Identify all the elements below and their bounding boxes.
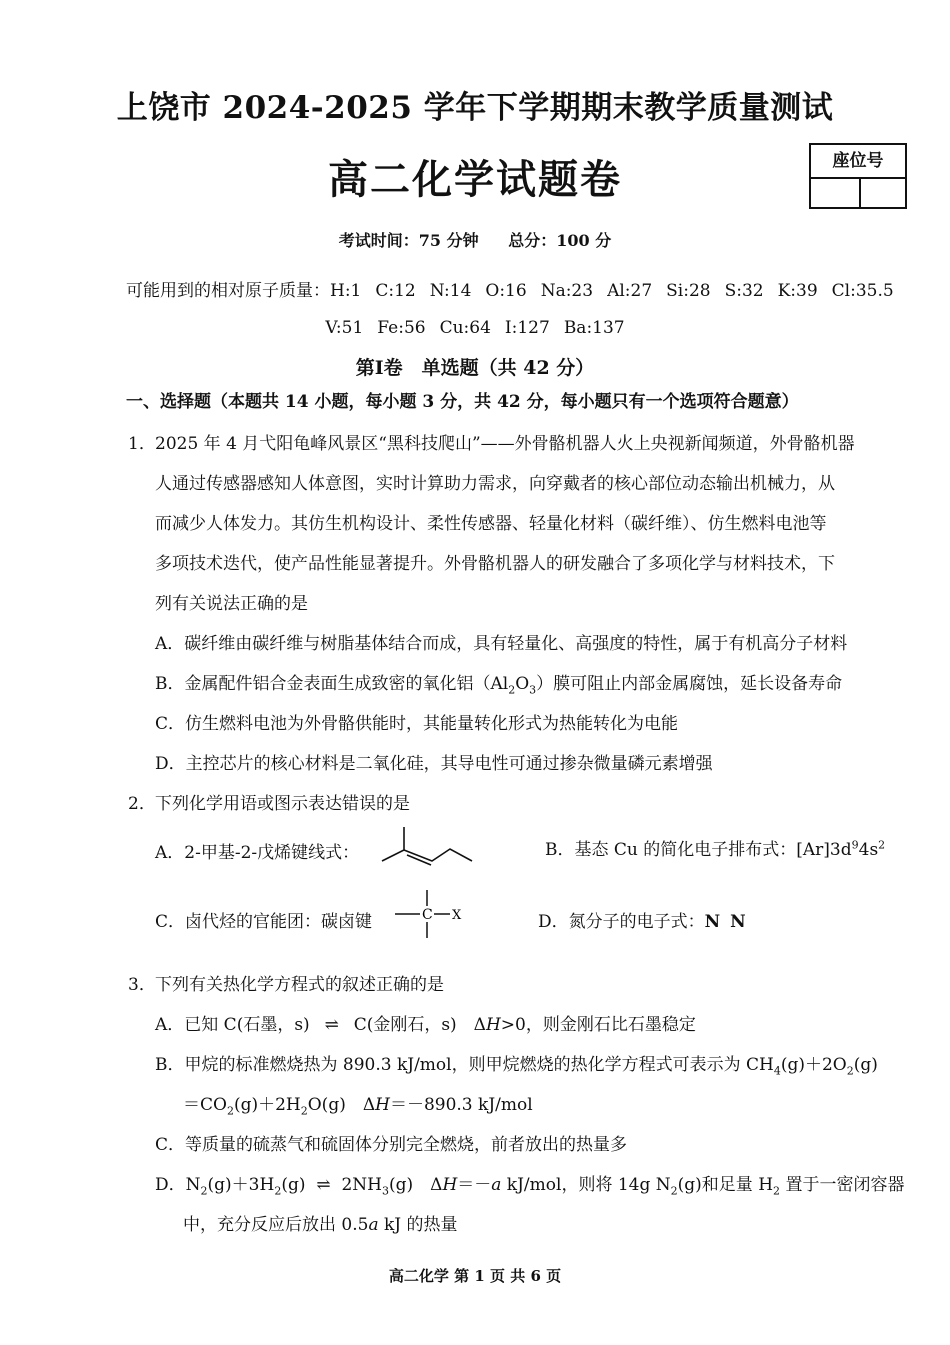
exam-info — [0, 228, 950, 251]
option-c: C．卤代烃的官能团：碳卤键 — [155, 912, 373, 932]
atomic-mass: Fe:56 — [377, 318, 426, 338]
atomic-mass: C:12 — [375, 281, 416, 301]
seat-number-label: 座位号 — [811, 145, 905, 179]
exam-total-score: 总分：100 分 — [508, 231, 612, 250]
nitrogen-electron-formula: N N — [704, 912, 748, 932]
atomic-mass: Al:27 — [607, 281, 653, 301]
option-a: A．已知 C(石墨，s) ⇌ C(金刚石，s) ΔH>0，则金刚石比石墨稳定 — [155, 1015, 696, 1035]
equilibrium-arrow-icon: ⇌ — [324, 1015, 339, 1035]
option-a: A．2-甲基-2-戊烯键线式： — [155, 843, 360, 863]
atomic-mass: N:14 — [429, 281, 472, 301]
atomic-mass: K:39 — [777, 281, 818, 301]
part-title: 一、选择题（本题共 14 小题，每小题 3 分，共 42 分，每小题只有一个选项符合题意） — [126, 392, 799, 412]
seat-number-box — [809, 143, 907, 209]
option-d: D．$N_2(g)+3H_2(g)$ ⇌ $2NH_3(g)$ ΔH＝－a kJ/mol，则将 14g $N_2(g)$和足量 $H_2$ 置于一密闭容器 — [155, 1175, 905, 1198]
question-text-line: 而减少人体发力。其仿生机构设计、柔性传感器、轻量化材料（碳纤维）、仿生燃料电池等 — [155, 514, 827, 534]
atomic-mass: Si:28 — [666, 281, 711, 301]
option-b: B．基态 Cu 的简化电子排布式：$[Ar]3d^94s^2$ — [545, 838, 886, 860]
atomic-mass: V:51 — [325, 318, 364, 338]
option-b-continued: $=CO_2(g)+2H_2O(g)$ ΔH＝－890.3 kJ/mol — [183, 1095, 533, 1118]
question-stem: 下列有关热化学方程式的叙述正确的是 — [155, 975, 444, 995]
option-c: C．仿生燃料电池为外骨骼供能时，其能量转化形式为热能转化为电能 — [155, 714, 679, 734]
question-number: 1． — [128, 434, 156, 454]
skeletal-formula-diagram — [380, 825, 475, 865]
atomic-mass: Cu:64 — [439, 318, 491, 338]
atomic-mass: Na:23 — [540, 281, 594, 301]
option-d: D．氮分子的电子式：N N — [538, 912, 748, 932]
atomic-mass: I:127 — [504, 318, 550, 338]
halogen-atom-label: X — [452, 908, 462, 923]
atomic-mass: H:1 — [330, 281, 362, 301]
seat-number-cell — [811, 177, 861, 207]
option-a: A．碳纤维由碳纤维与树脂基体结合而成，具有轻量化、高强度的特性，属于有机高分子材料 — [155, 634, 848, 654]
atomic-mass: Ba:137 — [563, 318, 625, 338]
exam-time: 考试时间：75 分钟 — [338, 231, 479, 250]
exam-title: 上饶市 2024-2025 学年下学期期末教学质量测试 — [116, 90, 834, 126]
option-b: B．甲烷的标准燃烧热为 890.3 kJ/mol，则甲烷燃烧的热化学方程式可表示为 $CH_4(g)+2O_2(g)$ — [155, 1055, 878, 1078]
page-footer: 高二化学 第 1 页 共 6 页 — [388, 1267, 562, 1285]
atomic-masses-line2 — [0, 318, 950, 338]
section-title: 第Ⅰ卷 单选题（共 42 分） — [355, 357, 595, 379]
atomic-mass: S:32 — [724, 281, 764, 301]
atomic-masses-prefix: 可能用到的相对原子质量： — [126, 281, 330, 301]
atomic-masses-line1 — [126, 276, 894, 301]
subject-title: 高二化学试题卷 — [328, 156, 622, 203]
question-text-line: 2025 年 4 月弋阳龟峰风景区“黑科技爬山”——外骨骼机器人火上央视新闻频道，外骨骼机器 — [155, 434, 855, 454]
option-d-continued: 中，充分反应后放出 0.5a kJ 的热量 — [183, 1215, 458, 1235]
question-stem: 下列化学用语或图示表达错误的是 — [155, 794, 410, 814]
question-text-line: 人通过传感器感知人体意图，实时计算助力需求，向穿戴者的核心部位动态输出机械力，从 — [155, 474, 835, 494]
atomic-mass: O:16 — [485, 281, 527, 301]
option-d: D．主控芯片的核心材料是二氧化硅，其导电性可通过掺杂微量磷元素增强 — [155, 754, 713, 774]
carbon-halogen-bond-diagram — [395, 888, 465, 940]
carbon-atom-label: C — [422, 907, 433, 923]
option-c: C．等质量的硫蒸气和硫固体分别完全燃烧，前者放出的热量多 — [155, 1135, 628, 1155]
question-text-line: 列有关说法正确的是 — [155, 594, 308, 614]
question-number: 3． — [128, 975, 156, 995]
atomic-mass: Cl:35.5 — [831, 281, 894, 301]
option-b: B．金属配件铝合金表面生成致密的氧化铝$(Al_2O_3)$膜可阻止内部金属腐蚀，延长设备寿命 — [155, 674, 843, 697]
question-number: 2． — [128, 794, 156, 814]
equilibrium-arrow-icon: ⇌ — [316, 1175, 331, 1195]
question-text-line: 多项技术迭代，使产品性能显著提升。外骨骼机器人的研发融合了多项化学与材料技术，下 — [155, 554, 835, 574]
